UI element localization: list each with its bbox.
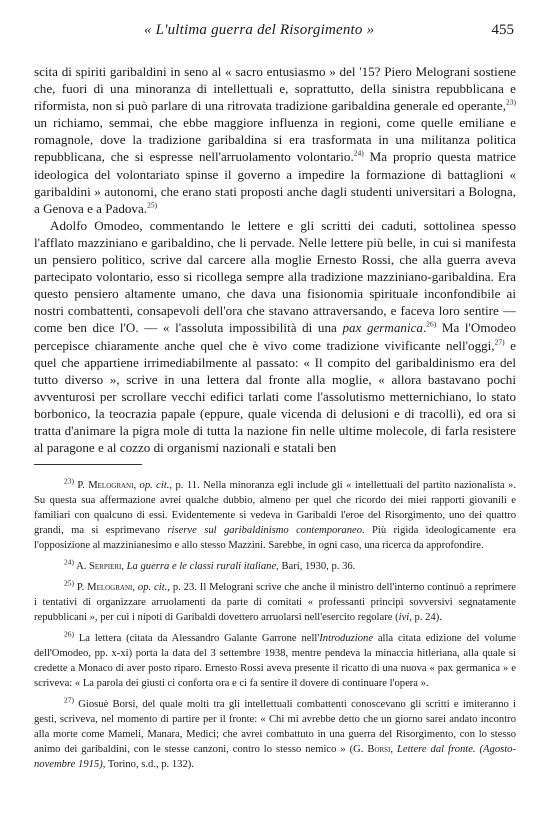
paragraph-continued: scita di spiriti garibaldini in seno al « sacro entusiasmo » del '15? Piero Melograni sostiene che, fuori di una minoranza di intellettuali e, soprattutto, della sinistra repubblicana e riformista, non si può parlare di una ritrovata tradizione garibaldina generale ed operante,$^{23)}$ un richiamo, semmai, che ebbe maggiore influenza in regioni, come quelle emiliane e romagnole, dove la tradizione garibaldina si era trasformata in una militanza politica repubblicana, che si espresse nell'arruolamento volontario.$^{24)}$ Ma proprio questa matrice ideologica del volontariato spinse il governo a impedire la formazione di battaglioni « garibaldini » autonomi, che erano stati proposti anche dagli studenti universitari a Bologna, a Genova e a Padova.$^{25)}$ xyxy=(34,64,516,216)
page-header xyxy=(34,22,514,44)
paragraph-omodeo: Adolfo Omodeo, commentando le lettere e gli scritti dei caduti, sottolinea spesso l'afflato mazziniano e garibaldino, che li pervade. Nelle lettere più belle, in cui si manifesta un pensiero politico, scrive dal carcere alla moglie Ernesto Rossi, che alla guerra aveva partecipato volontario, esso si ricollega sempre alla tradizione mazziniano-garibaldina. Era questo pensiero altamente umano, che dava una fisionomia spirituale inconfondibile ai nostri combattenti, consapevoli dell'ora che stavano attraversando, e faceva loro sentire — come ben dice l'O. — « l'assoluta impossibilità di una pax germanica.$^{26)}$ Ma l'Omodeo percepisce chiaramente anche quel che è vivo come tradizione vivificante nell'oggi,$^{27)}$ e quel che appartiene irrimediabilmente al passato: « Il compito del garibaldinismo era del tutto diverso », scrive in una lettera dal fronte alla moglie, « allora bastavano pochi avventurosi per scrollare vecchi edifici tarlati come l'assolutismo metternichiano, lo stato borbonico, la teocrazia papale (eppure, quale vicenda di delusioni e di tracolli), ed ora si tratta d'animare la pigra mole di tutta la nazione fin nelle ultime molecole, di farla resistere al paragone e al cozzo di organismi nazionali e statali ben xyxy=(34,217,516,456)
footnote-ref-25[interactable]: 25) xyxy=(147,200,158,210)
main-text xyxy=(34,63,516,456)
footnote-ref-27[interactable]: 27) xyxy=(494,337,505,347)
footnote-divider xyxy=(34,464,142,465)
footnote-24: $^{24)}$ A. Serpieri, La guerra e le classi rurali italiane, Bari, 1930, p. 36. xyxy=(64,557,356,572)
footnote-26: $^{26)}$ La lettera (citata da Alessandro Galante Garrone nell'Introduzione alla citata edizione del volume dell'Omodeo, pp. x-xi) porta la data del 3 settembre 1938, mentre pendeva la minaccia hitleriana, alla quale si credette a Monaco di aver posto riparo. Ernesto Rossi aveva presente il ricatto di una nuova « pax germanica » e scriveva: « La parola dei giusti ci conforta ora e ci fa sentire il dovere di continuare l'opera ». xyxy=(34,629,516,689)
footnote-27: $^{27)}$ Giosuè Borsi, del quale molti tra gli intellettuali combattenti conoscevano gli scritti e imiteranno i gesti, scriveva, nel momento di partire per il fronte: « Chi mi avrebbe detto che un giorno sarei andato incontro alla morte come Mameli, Manara, Medici; che avrei combattuto in una guerra del Risorgimento, con lo stesso animo dei garibaldini, con le stesse canzoni, contro lo stesso nemico » (G. Borsi, Lettere dal fronte. (Agosto-novembre 1915), Torino, s.d., p. 132). xyxy=(34,695,517,770)
footnote-ref-26[interactable]: 26) xyxy=(426,320,437,330)
running-title: « L'ultima guerra del Risorgimento » xyxy=(144,22,375,38)
footnotes xyxy=(34,478,516,778)
page-number: 455 xyxy=(491,22,514,38)
footnote-25: $^{25)}$ P. Melograni, op. cit., p. 23. Il Melograni scrive che anche il ministro dell'interno continuò a reprimere i tentativi di organizzare arruolamenti da parte di comitati « professanti principi sovversivi segnatamente repubblicani », per cui i nipoti di Garibaldi dovettero arruolarsi nell'esercito regolare (ivi, p. 24). xyxy=(34,578,516,623)
footnote-ref-24[interactable]: 24) xyxy=(353,149,364,159)
footnote-ref-23[interactable]: 23) xyxy=(506,97,516,107)
footnote-23: $^{23)}$ P. Melograni, op. cit., p. 11. Nella minoranza egli include gli « intellettuali del partito nazionalista ». Su questa sua affermazione avrei qualche dubbio, almeno per quel che ricordo dei miei rapporti giovanili e familiari con qualcuno di essi. Evidentemente si vedeva in Garibaldi l'eroe del Risorgimento, uno dei quattro grandi, ma si esprimevano riserve sul garibaldinismo contemporaneo. Più rigida ideologicamente era l'opposizione al mazzinianesimo e allo stesso Mazzini. Sarebbe, in ogni caso, una ricerca da approfondire. xyxy=(34,476,516,551)
